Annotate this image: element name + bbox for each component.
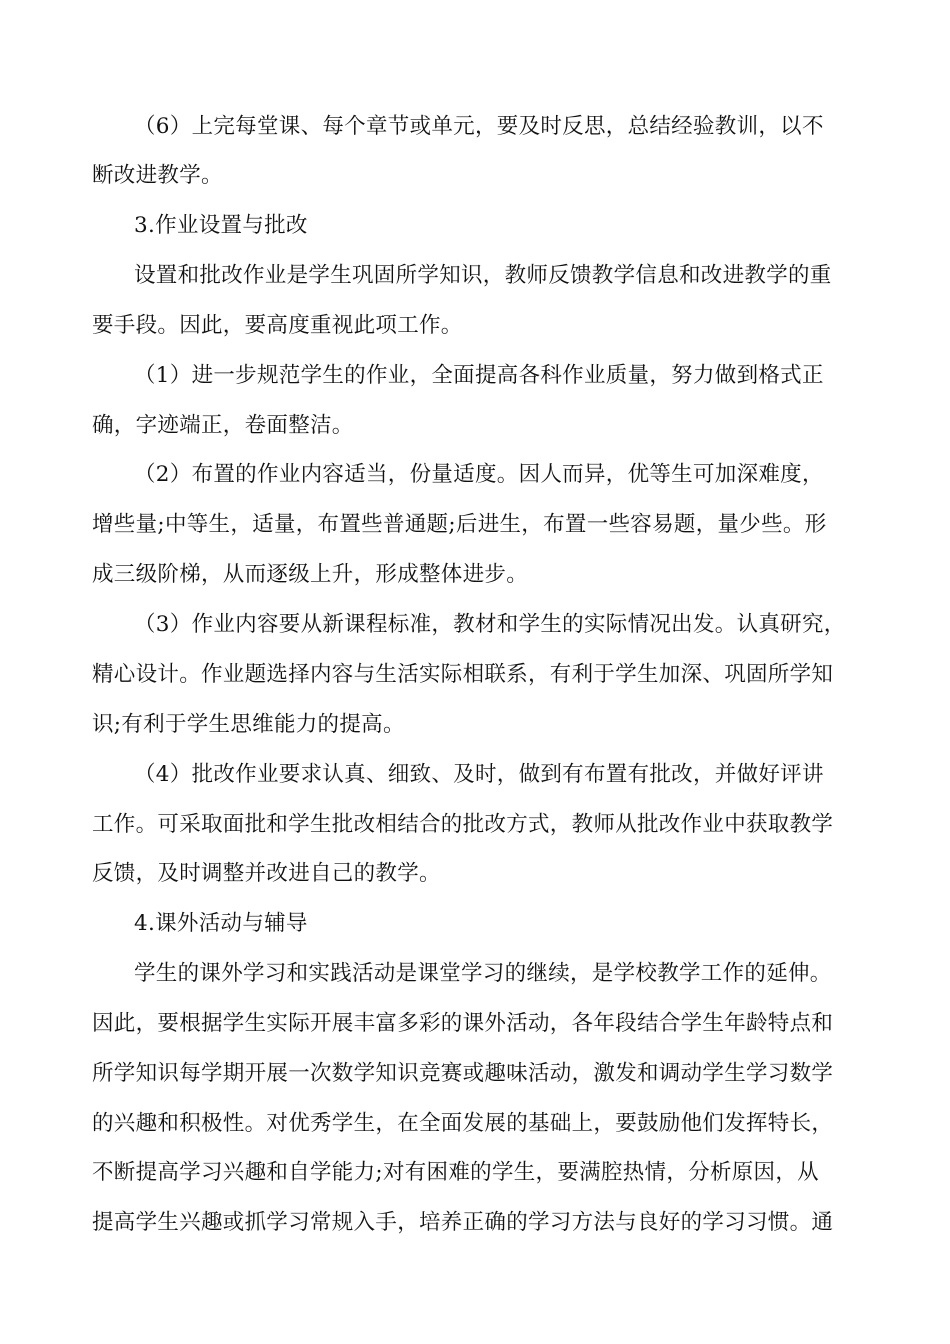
text-line: 的兴趣和积极性。对优秀学生，在全面发展的基础上，要鼓励他们发挥特长，	[92, 1111, 834, 1136]
text-line: 反馈，及时调整并改进自己的教学。	[92, 861, 441, 886]
text-line: 断改进教学。	[92, 163, 223, 188]
text-line: 提高学生兴趣或抓学习常规入手，培养正确的学习方法与良好的学习习惯。通	[92, 1210, 834, 1235]
text-line: 增些量;中等生，适量，布置些普通题;后进生，布置一些容易题，量少些。形	[92, 512, 827, 537]
text-line: 学生的课外学习和实践活动是课堂学习的继续，是学校教学工作的延伸。	[134, 961, 832, 986]
text-line: （2）布置的作业内容适当，份量适度。因人而异，优等生可加深难度，	[134, 462, 824, 487]
text-line: 工作。可采取面批和学生批改相结合的批改方式，教师从批改作业中获取教学	[92, 812, 834, 837]
text-line: 要手段。因此，要高度重视此项工作。	[92, 313, 463, 338]
text-line: 因此，要根据学生实际开展丰富多彩的课外活动，各年段结合学生年龄特点和	[92, 1011, 834, 1036]
text-line: （6）上完每堂课、每个章节或单元，要及时反思，总结经验教训，以不	[134, 114, 824, 139]
text-line: 不断提高学习兴趣和自学能力;对有困难的学生，要满腔热情，分析原因，从	[92, 1160, 819, 1185]
text-line: 确，字迹端正，卷面整洁。	[92, 413, 354, 438]
text-line: 精心设计。作业题选择内容与生活实际相联系，有利于学生加深、巩固所学知	[92, 662, 834, 687]
text-line: 设置和批改作业是学生巩固所学知识，教师反馈教学信息和改进教学的重	[134, 263, 832, 288]
text-line: 所学知识每学期开展一次数学知识竞赛或趣味活动，激发和调动学生学习数学	[92, 1061, 834, 1086]
text-line: （4）批改作业要求认真、细致、及时，做到有布置有批改，并做好评讲	[134, 762, 824, 787]
section-heading: 3.作业设置与批改	[134, 213, 308, 238]
section-heading: 4.课外活动与辅导	[134, 911, 308, 936]
text-line: 成三级阶梯，从而逐级上升，形成整体进步。	[92, 562, 529, 587]
text-line: （3）作业内容要从新课程标准，教材和学生的实际情况出发。认真研究，	[134, 612, 846, 637]
text-line: 识;有利于学生思维能力的提高。	[92, 712, 405, 737]
text-line: （1）进一步规范学生的作业，全面提高各科作业质量，努力做到格式正	[134, 363, 824, 388]
